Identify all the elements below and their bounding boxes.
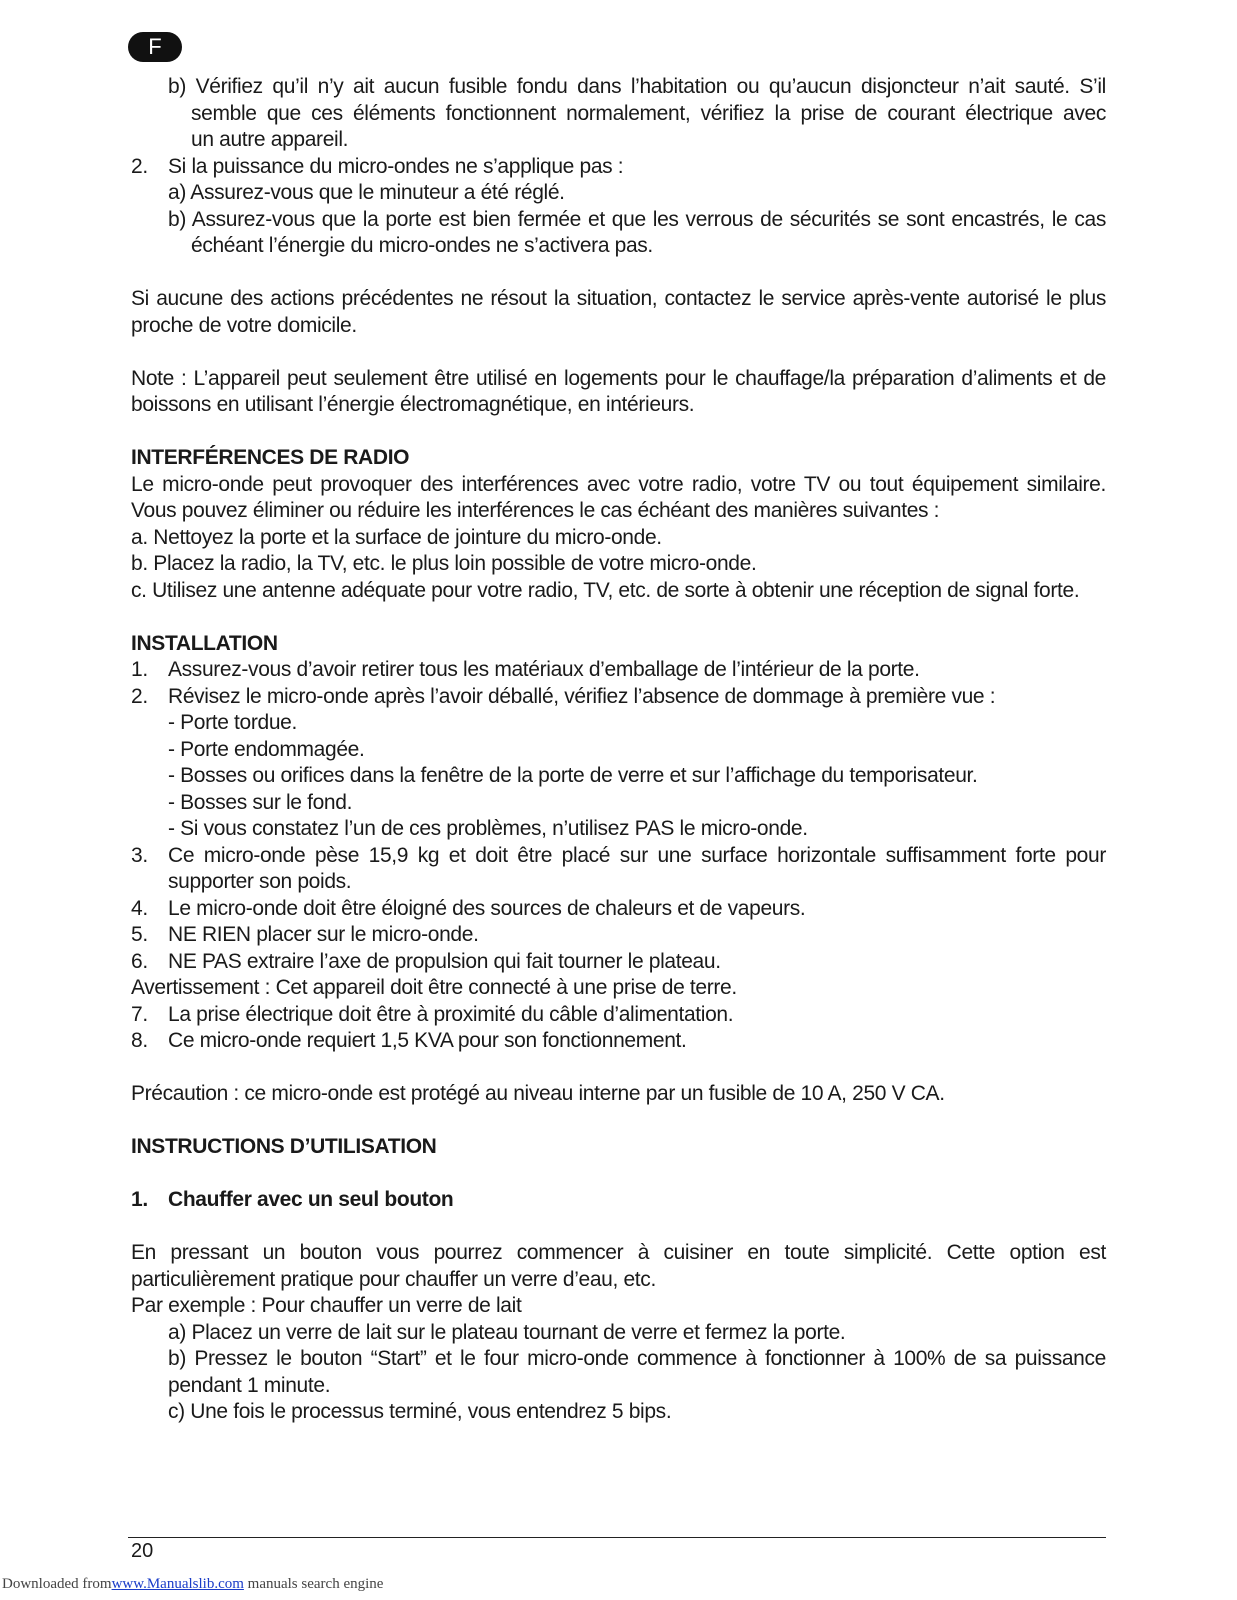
- list-item: [131, 657, 1106, 684]
- list-item-text: Ce micro-onde pèse 15,9 kg et doit être placé sur une surface horizontale suffisamment forte pour: [168, 843, 1106, 867]
- text-line: a. Nettoyez la porte et la surface de jointure du micro-onde.: [131, 525, 662, 549]
- list-item: [131, 843, 1106, 870]
- text-line: Note : L’appareil peut seulement être utilisé en logements pour le chauffage/la préparation d’aliments et de: [131, 366, 1106, 390]
- footer-divider: [128, 1537, 1106, 1538]
- list-item-text: Révisez le micro-onde après l’avoir déballé, vérifiez l’absence de dommage à première vue :: [168, 684, 996, 708]
- text-line: a) Assurez-vous que le minuteur a été réglé.: [168, 181, 565, 204]
- list-item-text: NE PAS extraire l’axe de propulsion qui fait tourner le plateau.: [168, 949, 721, 973]
- language-badge: F: [128, 32, 182, 62]
- text-line: - Porte endommagée.: [168, 737, 365, 761]
- page-body: [131, 74, 1106, 1426]
- text-line: b) Vérifiez qu’il n’y ait aucun fusible fondu dans l’habitation ou qu’aucun disjoncteur n’ait sauté. S’il: [168, 75, 1106, 98]
- text-line: pendant 1 minute.: [168, 1373, 331, 1397]
- list-item: [131, 1002, 1106, 1029]
- text-line: b) Assurez-vous que la porte est bien fermée et que les verrous de sécurités se sont encastrés, le cas: [168, 207, 1106, 231]
- text-line: - Bosses ou orifices dans la fenêtre de la porte de verre et sur l’affichage du temporisateur.: [168, 764, 978, 787]
- text-line: En pressant un bouton vous pourrez commencer à cuisiner en toute simplicité. Cette option est: [131, 1241, 1106, 1264]
- text-line: a) Placez un verre de lait sur le plateau tournant de verre et fermez la porte.: [168, 1320, 846, 1344]
- text-line: semble que ces éléments fonctionnent normalement, vérifiez la prise de courant électrique avec: [191, 101, 1106, 125]
- text-line: - Si vous constatez l’un de ces problèmes, n’utilisez PAS le micro-onde.: [168, 817, 808, 840]
- list-item-text: NE RIEN placer sur le micro-onde.: [168, 923, 479, 946]
- list-item: [131, 922, 1106, 949]
- text-line: échéant l’énergie du micro-ondes ne s’activera pas.: [191, 234, 653, 257]
- text-line: supporter son poids.: [168, 870, 352, 893]
- list-item-text: La prise électrique doit être à proximité du câble d’alimentation.: [168, 1002, 734, 1026]
- text-line: Vous pouvez éliminer ou réduire les interférences le cas échéant des manières suivantes :: [131, 499, 940, 522]
- list-number: 5.: [131, 923, 148, 946]
- list-item-text: Ce micro-onde requiert 1,5 KVA pour son fonctionnement.: [168, 1029, 687, 1052]
- subsection-heading: [131, 1187, 1106, 1214]
- list-item: [131, 896, 1106, 923]
- footer-tagline: manuals search engine: [243, 1576, 384, 1592]
- text-line: boissons en utilisant l’énergie électromagnétique, en intérieurs.: [131, 393, 695, 416]
- text-line: b) Pressez le bouton “Start” et le four micro-onde commence à fonctionner à 100% de sa puissance: [168, 1347, 1106, 1370]
- text-line: Si aucune des actions précédentes ne résout la situation, contactez le service après-vente autorisé le plus: [131, 287, 1106, 310]
- footer-prefix: Downloaded from: [2, 1576, 112, 1592]
- download-footer: [2, 1576, 383, 1593]
- subsection-title: Chauffer avec un seul bouton: [168, 1188, 454, 1211]
- list-number: 3.: [131, 843, 148, 867]
- warning-text: Avertissement : Cet appareil doit être connecté à une prise de terre.: [131, 976, 737, 999]
- text-line: un autre appareil.: [191, 128, 349, 151]
- list-number: 4.: [131, 896, 148, 920]
- list-item-text: Assurez-vous d’avoir retirer tous les matériaux d’emballage de l’intérieur de la porte.: [168, 658, 920, 681]
- text-line: b. Placez la radio, la TV, etc. le plus loin possible de votre micro-onde.: [131, 552, 757, 575]
- text-line: c) Une fois le processus terminé, vous entendrez 5 bips.: [168, 1400, 672, 1423]
- list-number: 1.: [131, 1188, 148, 1211]
- list-number: 2.: [131, 154, 148, 178]
- text-line: Par exemple : Pour chauffer un verre de lait: [131, 1294, 522, 1317]
- text-line: Le micro-onde peut provoquer des interférences avec votre radio, votre TV ou tout équipement similaire.: [131, 472, 1106, 496]
- text-line: c. Utilisez une antenne adéquate pour votre radio, TV, etc. de sorte à obtenir une réception de signal forte.: [131, 578, 1080, 602]
- section-heading-usage: INSTRUCTIONS D’UTILISATION: [131, 1135, 437, 1158]
- list-number: 7.: [131, 1002, 148, 1026]
- list-item: [131, 1028, 1106, 1055]
- manualslib-link[interactable]: www.Manualslib.com: [111, 1576, 244, 1592]
- list-item: [131, 684, 1106, 711]
- caution-text: Précaution : ce micro-onde est protégé au niveau interne par un fusible de 10 A, 250 V CA.: [131, 1082, 945, 1105]
- list-number: 1.: [131, 658, 148, 681]
- list-number: 8.: [131, 1029, 148, 1052]
- text-line: - Porte tordue.: [168, 711, 297, 734]
- list-number: 2.: [131, 684, 148, 708]
- list-item-text: Si la puissance du micro-ondes ne s’applique pas :: [168, 154, 624, 178]
- section-heading-installation: INSTALLATION: [131, 631, 278, 655]
- text-line: - Bosses sur le fond.: [168, 790, 353, 814]
- list-item: [131, 154, 1106, 181]
- list-number: 6.: [131, 949, 148, 973]
- text-line: particulièrement pratique pour chauffer un verre d’eau, etc.: [131, 1267, 656, 1291]
- page-number: 20: [131, 1540, 154, 1562]
- list-item-text: Le micro-onde doit être éloigné des sources de chaleurs et de vapeurs.: [168, 896, 806, 920]
- section-heading-radio: INTERFÉRENCES DE RADIO: [131, 446, 410, 469]
- text-line: proche de votre domicile.: [131, 313, 357, 337]
- list-item: [131, 949, 1106, 976]
